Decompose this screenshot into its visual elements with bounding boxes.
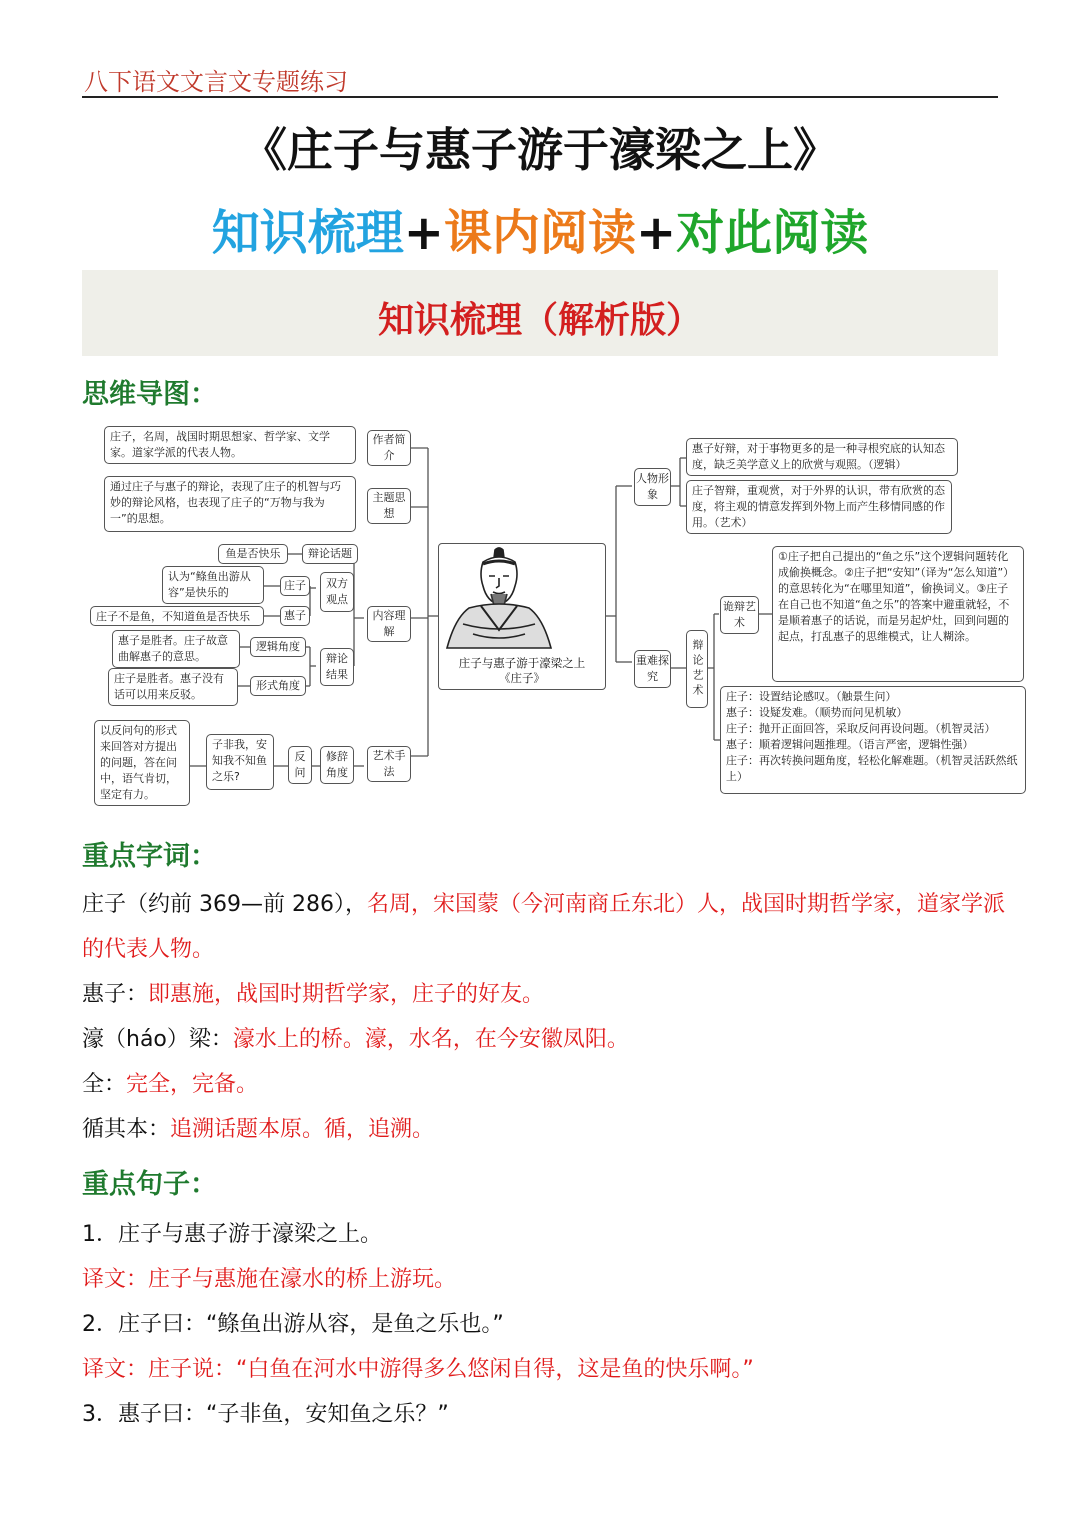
mm-center-node bbox=[438, 543, 606, 690]
subtitle-part-2: 课内阅读 bbox=[443, 205, 636, 261]
subtitle-plus: + bbox=[636, 205, 677, 261]
mm-result-label: 辩论结果 bbox=[320, 648, 354, 686]
section-heading-mindmap: 思维导图： bbox=[82, 379, 217, 410]
subtitle-part-1: 知识梳理 bbox=[211, 205, 404, 261]
header-divider bbox=[82, 96, 998, 98]
mm-huizi-label: 惠子 bbox=[280, 606, 310, 626]
mm-center-book: 《庄子》 bbox=[499, 670, 545, 685]
word-head: 惠子： bbox=[82, 982, 149, 1007]
sentence-original: 1．庄子与惠子游于濠梁之上。 bbox=[82, 1222, 382, 1247]
sentence-original: 2．庄子曰：“鲦鱼出游从容，是鱼之乐也。” bbox=[82, 1312, 504, 1337]
word-entry bbox=[82, 1107, 1012, 1152]
word-head: 全： bbox=[82, 1072, 127, 1097]
mm-char-label: 人物形象 bbox=[634, 468, 671, 506]
word-head: 庄子（约前 369—前 286）， bbox=[82, 892, 367, 917]
word-body: 濠水上的桥。濠，水名，在今安徽凤阳。 bbox=[232, 1027, 629, 1052]
mm-rq-label: 反问 bbox=[288, 746, 312, 784]
word-entry bbox=[82, 927, 1012, 972]
mm-key-label: 重难探究 bbox=[634, 650, 671, 688]
mm-content-label: 内容理解 bbox=[367, 606, 411, 642]
words-list bbox=[82, 882, 1012, 1152]
word-head: 循其本： bbox=[82, 1117, 171, 1142]
mm-steps bbox=[720, 686, 1026, 794]
mm-logic-label: 逻辑角度 bbox=[250, 637, 306, 657]
section-heading-words: 重点字词： bbox=[82, 841, 217, 872]
word-body: 名周，宋国蒙（今河南商丘东北）人，战国时期哲学家，道家学派 bbox=[366, 892, 1005, 917]
section-banner bbox=[82, 270, 998, 356]
word-body: 即惠施，战国时期哲学家，庄子的好友。 bbox=[148, 982, 545, 1007]
mm-step: 惠子：顺着逻辑问题推理。（语言严密，逻辑性强） bbox=[726, 737, 974, 751]
word-entry bbox=[82, 1017, 1012, 1062]
mm-form-text: 庄子是胜者。惠子没有话可以用来反驳。 bbox=[108, 668, 238, 706]
mm-center-caption bbox=[439, 656, 605, 686]
word-head: 濠（háo）梁： bbox=[82, 1027, 233, 1052]
mm-debate-art-label: 辩论艺术 bbox=[686, 630, 708, 708]
sentences-list bbox=[82, 1212, 1012, 1437]
sentence-translation: 译文：庄子说：“白鱼在河水中游得多么悠闲自得，这是鱼的快乐啊。” bbox=[82, 1357, 754, 1382]
mm-rq-example: 子非我，安知我不知鱼之乐? bbox=[206, 734, 274, 790]
word-body: 完全，完备。 bbox=[126, 1072, 259, 1097]
sentence-translation: 译文：庄子与惠施在濠水的桥上游玩。 bbox=[82, 1267, 457, 1292]
mind-map bbox=[84, 420, 1034, 812]
mm-views-label: 双方观点 bbox=[320, 572, 354, 612]
mm-theme-text: 通过庄子与惠子的辩论，表现了庄子的机智与巧妙的辩论风格，也表现了庄子的“万物与我为一”的思想。 bbox=[104, 476, 356, 532]
subtitle-plus: + bbox=[403, 205, 444, 261]
mm-rq-text: 以反问句的形式来回答对方提出的问题，答在问中，语气肯切，坚定有力。 bbox=[94, 720, 190, 806]
mm-huizi-char: 惠子好辩，对于事物更多的是一种寻根究底的认知态度，缺乏美学意义上的欣赏与观照。（逻辑） bbox=[686, 438, 958, 476]
mm-topic-label: 辩论话题 bbox=[302, 544, 358, 564]
doc-subtitle bbox=[0, 194, 1080, 263]
header-label: 八下语文文言文专题练习 bbox=[84, 68, 348, 96]
mm-author-label: 作者简介 bbox=[367, 430, 411, 466]
mm-logic-text: 惠子是胜者。庄子故意曲解惠子的意思。 bbox=[112, 630, 240, 668]
sentence-original: 3．惠子曰：“子非鱼，安知鱼之乐？” bbox=[82, 1402, 449, 1427]
word-entry bbox=[82, 972, 1012, 1017]
section-heading-sentences: 重点句子： bbox=[82, 1169, 217, 1200]
mm-step: 庄子：设置结论感叹。（触景生问） bbox=[726, 690, 897, 703]
mm-art-label: 艺术手法 bbox=[367, 746, 411, 782]
mm-zhuangzi-label: 庄子 bbox=[280, 576, 310, 596]
mm-step: 惠子：设疑发难。（顺势而问见机敏） bbox=[726, 705, 908, 719]
mm-rhetoric-label: 修辞角度 bbox=[320, 746, 354, 784]
mm-center-title: 庄子与惠子游于濠梁之上 bbox=[458, 656, 586, 670]
subtitle-part-3: 对此阅读 bbox=[676, 205, 869, 261]
mm-step: 庄子：抛开正面回答，采取反问再设问题。（机智灵活） bbox=[726, 721, 996, 735]
mm-topic-text: 鱼是否快乐 bbox=[218, 544, 288, 564]
mm-sophistry-text: ①庄子把自己提出的“鱼之乐”这个逻辑问题转化成偷换概念。②庄子把“安知”（译为“怎么知道”）的意思转化为“在哪里知道”，偷换词义。③庄子在自己也不知道“鱼之乐”的答案中避重就轻，不是顺着惠子的话说，而是另起炉灶，回到问题的起点，打乱惠子的思维模式，让人糊涂。 bbox=[772, 546, 1024, 682]
word-entry bbox=[82, 1062, 1012, 1107]
doc-title: 《庄子与惠子游于濠梁之上》 bbox=[241, 123, 839, 177]
mm-zhuangzi-view: 认为“鲦鱼出游从容”是快乐的 bbox=[162, 566, 264, 604]
word-entry bbox=[82, 882, 1012, 927]
mm-huizi-view: 庄子不是鱼，不知道鱼是否快乐 bbox=[90, 606, 264, 626]
word-body: 的代表人物。 bbox=[82, 937, 215, 962]
mm-zhuangzi-char: 庄子智辩，重观赏，对于外界的认识，带有欣赏的态度，将主观的情意发挥到外物上而产生移情同感的作用。（艺术） bbox=[686, 480, 952, 534]
mm-sophistry-label: 诡辩艺术 bbox=[720, 596, 759, 634]
mm-theme-label: 主题思想 bbox=[367, 488, 411, 524]
mm-author-text: 庄子，名周，战国时期思想家、哲学家、文学家。道家学派的代表人物。 bbox=[104, 426, 356, 464]
zhuangzi-portrait-icon bbox=[439, 544, 559, 652]
mm-form-label: 形式角度 bbox=[250, 676, 306, 696]
word-body: 追溯话题本原。循，追溯。 bbox=[170, 1117, 435, 1142]
banner-title: 知识梳理（解析版） bbox=[377, 300, 702, 341]
mm-step: 庄子：再次转换问题角度，轻松化解难题。（机智灵活跃然纸上） bbox=[726, 753, 1018, 783]
